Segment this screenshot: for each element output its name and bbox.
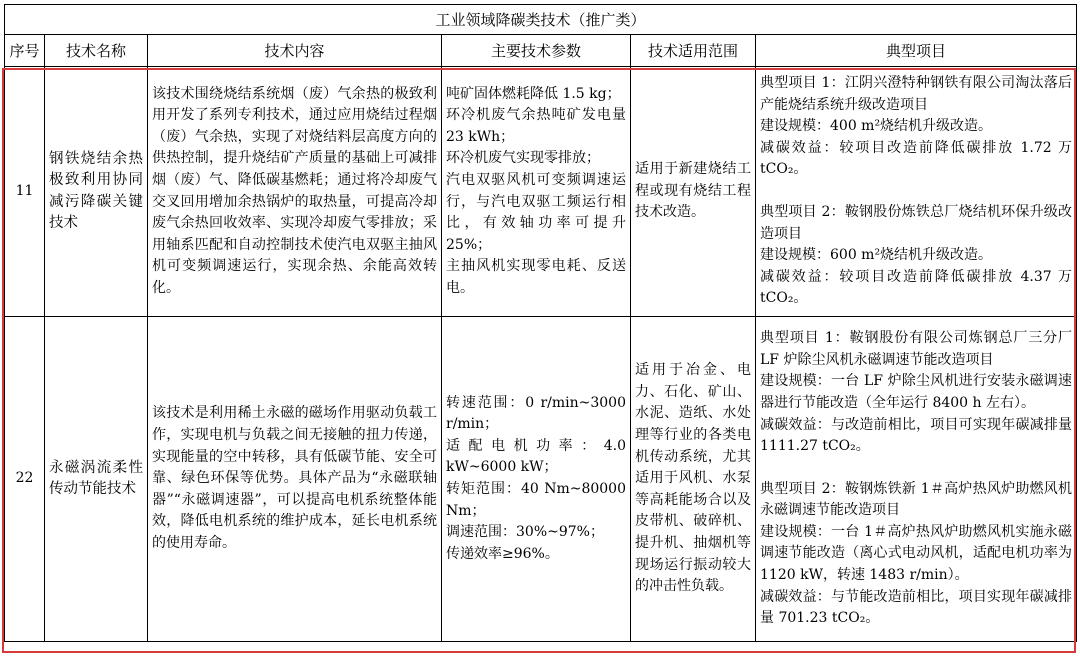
param-item: 环冷机废气实现零排放； <box>446 150 600 167</box>
project-effect: 减碳效益：与改造前相比，项目可实现年碳减排量 1111.27 tCO₂。 <box>760 416 1073 455</box>
project-scale: 建设规模：400 m²烧结机升级改造。 <box>760 118 993 135</box>
row-typical-projects <box>756 317 1077 642</box>
row-tech-content: 该技术是利用稀土永磁的磁场作用驱动负载工作，实现电机与负载之间无接触的扭力传递，实现能量的空中转移，具有低碳节能、安全可靠、绿色环保等优势。具体产品为“永磁联轴器”“永磁调速器”，可以提高电机系统整体能效，降低电机系统的维护成本，延长电机系统的使用寿命。 <box>148 317 442 642</box>
project-title: 典型项目 1：江阴兴澄特种钢铁有限公司淘汰落后产能烧结系统升级改造项目 <box>760 75 1073 113</box>
table-title: 工业领域降碳类技术（推广类） <box>5 5 1077 35</box>
header-tech-content: 技术内容 <box>148 35 442 67</box>
project-scale: 建设规模：600 m²烧结机升级改造。 <box>760 247 993 264</box>
row-tech-scope: 适用于冶金、电力、石化、矿山、水泥、造纸、水处理等行业的各类电机传动系统，尤其适用于风机、水泵等高耗能场合以及皮带机、破碎机、提升机、抽烟机等现场运行振动较大的冲击性负载。 <box>631 317 756 642</box>
project-title: 典型项目 2：鞍钢炼铁新 1＃高炉热风炉助燃风机永磁调速节能改造项目 <box>760 480 1073 519</box>
row-tech-name: 钢铁烧结余热极致利用协同减污降碳关键技术 <box>45 67 148 317</box>
param-item: 适配电机功率：4.0 kW~6000 kW； <box>446 437 626 476</box>
project-effect: 减碳效益：与节能改造前相比，项目实现年碳减排量 701.23 tCO₂。 <box>760 588 1073 627</box>
param-item: 转速范围：0 r/min~3000 r/min； <box>446 394 626 433</box>
header-tech-params: 主要技术参数 <box>442 35 631 67</box>
param-item: 汽电双驱风机可变频调速运行，与汽电双驱工频运行相比，有效轴功率可提升 25%； <box>446 171 626 253</box>
row-tech-name: 永磁涡流柔性传动节能技术 <box>45 317 148 642</box>
table-row <box>5 317 1077 642</box>
row-index: 22 <box>5 317 45 642</box>
project-scale: 建设规模：一台 LF 炉除尘风机进行安装永磁调速器进行节能改造（全年运行 8400 h 左右）。 <box>760 373 1073 411</box>
header-typical-projects: 典型项目 <box>756 35 1077 67</box>
row-tech-scope: 适用于新建烧结工程或现有烧结工程技术改造。 <box>631 67 756 317</box>
param-item: 环冷机废气余热吨矿发电量 23 kWh； <box>446 107 626 145</box>
row-typical-projects <box>756 67 1077 317</box>
param-item: 调速范围：30%~97%； <box>446 524 604 541</box>
param-item: 传递效率≥96%。 <box>446 545 559 562</box>
project-scale: 建设规模：一台 1＃高炉热风炉助燃风机实施永磁调速节能改造（离心式电动风机，适配电机功率为 1120 kW，转速 1483 r/min）。 <box>760 523 1073 584</box>
header-row <box>5 35 1077 67</box>
project-effect: 减碳效益：较项目改造前降低碳排放 4.37 万 tCO₂。 <box>760 268 1073 307</box>
param-item: 主抽风机实现零电耗、反送电。 <box>446 258 626 296</box>
row-tech-params <box>442 317 631 642</box>
header-index: 序号 <box>5 35 45 67</box>
param-item: 吨矿固体燃耗降低 1.5 kg； <box>446 85 621 102</box>
header-tech-name: 技术名称 <box>45 35 148 67</box>
project-title: 典型项目 2：鞍钢股份炼铁总厂烧结机环保升级改造项目 <box>760 204 1073 242</box>
project-effect: 减碳效益：较项目改造前降低碳排放 1.72 万 tCO₂。 <box>760 139 1073 178</box>
project-title: 典型项目 1：鞍钢股份有限公司炼钢总厂三分厂LF 炉除尘风机永磁调速节能改造项目 <box>760 330 1073 368</box>
row-index: 11 <box>5 67 45 317</box>
row-tech-content: 该技术围绕烧结系统烟（废）气余热的极致利用开发了系列专利技术，通过应用烧结过程烟（废）气余热，实现了对烧结料层高度方向的供热控制，提升烧结矿产质量的基础上可减排烟（废）气、降低碳基燃耗；通过将冷却废气交叉回用增加余热锅炉的取热量，可提高冷却废气余热回收效率、实现冷却废气零排放；采用轴系匹配和自动控制技术使汽电双驱主抽风机可变频调速运行，实现余热、余能高效转化。 <box>148 67 442 317</box>
row-tech-params <box>442 67 631 317</box>
param-item: 转矩范围：40 Nm~80000 Nm； <box>446 481 626 519</box>
technology-table <box>4 4 1077 642</box>
table-row <box>5 67 1077 317</box>
header-tech-scope: 技术适用范围 <box>631 35 756 67</box>
